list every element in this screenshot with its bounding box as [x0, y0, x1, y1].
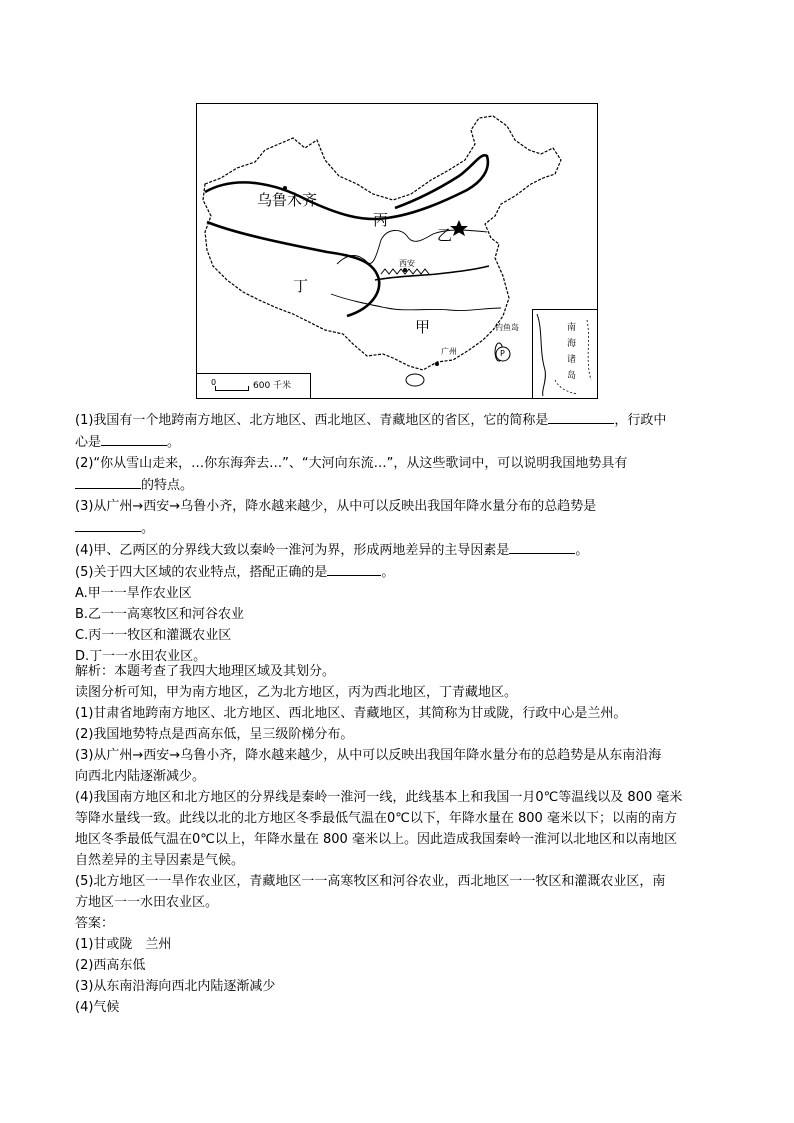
inset-char-1: 南	[567, 323, 577, 333]
analysis-line: 自然差异的主导因素是气候。	[75, 853, 245, 868]
answer-line: (2)西高东低	[75, 958, 146, 973]
analysis-line: 方地区一一水田农业区。	[75, 895, 219, 910]
label-diaoyu: 钓鱼岛	[495, 323, 519, 332]
q1-line-1	[75, 409, 725, 431]
q3-text-b: 。	[141, 521, 155, 536]
q4-text-a: (4)甲、乙两区的分界线大致以秦岭一淮河为界，形成两地差异的主导因素是	[75, 543, 510, 558]
scale-bar	[197, 373, 311, 398]
q5-blank[interactable]	[327, 561, 381, 576]
china-region-map	[196, 103, 598, 399]
q1-line-2	[75, 431, 725, 453]
qinling-huaihe-line	[375, 266, 489, 280]
inset-char-4: 岛	[567, 371, 577, 381]
q1-text-c: 心是	[75, 435, 102, 450]
question-block	[75, 409, 725, 667]
option-b: B.乙一一高寒牧区和河谷农业	[75, 607, 245, 622]
analysis-line: (3)从广州→西安→乌鲁小齐，降水越来越少，从中可以反映出我国年降水量分布的总趋势是从东南沿海	[75, 748, 662, 763]
beijing-star	[450, 220, 468, 236]
q2-text-b: 的特点。	[141, 478, 194, 493]
inset-drawing	[533, 310, 597, 398]
q1-text-d: 。	[167, 435, 181, 450]
label-region-yi: 乙	[437, 226, 453, 244]
q1-text-b: ，行政中	[614, 413, 667, 428]
inset-char-2: 海	[567, 339, 577, 349]
label-p-badge: P	[500, 349, 505, 358]
answer-line: (4)气候	[75, 1000, 120, 1015]
option-c: C.丙一一牧区和灌溉农业区	[75, 628, 232, 643]
xian-dot	[403, 268, 407, 272]
hainan-island	[406, 374, 424, 386]
scale-zero: 0	[211, 378, 217, 387]
label-region-ding: 丁	[293, 277, 309, 295]
label-region-bing: 丙	[373, 211, 389, 229]
analysis-line: (5)北方地区一一旱作农业区，青藏地区一一高寒牧区和河谷农业，西北地区一一牧区和灌溉农业区，南	[75, 874, 666, 889]
q1-blank-abbr[interactable]	[548, 409, 614, 424]
option-a: A.甲一一旱作农业区	[75, 586, 192, 601]
q1-text-a: (1)我国有一个地跨南方地区、北方地区、西北地区、青藏地区的省区，它的简称是	[75, 413, 549, 428]
label-xian: 西安	[399, 259, 415, 268]
answer-line: (1)甘或陇 兰州	[75, 937, 172, 952]
qinghai-tibet-boundary	[207, 222, 379, 316]
q2-line-2	[75, 474, 725, 496]
q4-line	[75, 539, 725, 561]
analysis-line: 向西北内陆逐渐减少。	[75, 769, 206, 784]
analysis-block	[75, 661, 725, 913]
q5-text-a: (5)关于四大区域的农业特点，搭配正确的是	[75, 565, 328, 580]
label-guangzhou: 广州	[441, 347, 457, 356]
inset-char-3: 诸	[567, 355, 577, 365]
analysis-line: (4)我国南方地区和北方地区的分界线是秦岭一淮河一线，此线基本上和我国一月0℃等温线以及 800 毫米	[75, 790, 683, 805]
analysis-line: (2)我国地势特点是西高东低，呈三级阶梯分布。	[75, 727, 354, 742]
q4-blank[interactable]	[509, 539, 575, 554]
analysis-line: 读图分析可知，甲为南方地区，乙为北方地区，丙为西北地区，丁青藏地区。	[75, 685, 518, 700]
q2-blank[interactable]	[75, 474, 141, 489]
q2-line-1	[75, 453, 725, 474]
analysis-line: 解析：本题考查了我四大地理区域及其划分。	[75, 664, 336, 679]
label-region-jia: 甲	[415, 318, 431, 336]
scale-line	[215, 386, 249, 391]
q3-blank[interactable]	[75, 517, 141, 532]
scale-distance: 600 千米	[253, 381, 292, 391]
south-china-sea-inset	[532, 309, 597, 398]
q5-text-b: 。	[381, 565, 395, 580]
q2-text-a: (2)“你从雪山走来，…你东海奔去…”、“大河向东流…”，从这些歌词中，可以说明我国地势具有	[75, 456, 628, 471]
label-urumqi: 乌鲁木齐	[257, 191, 318, 209]
guangzhou-dot	[435, 362, 439, 366]
analysis-line: (1)甘肃省地跨南方地区、北方地区、西北地区、青藏地区，其简称为甘或陇，行政中心是兰州。	[75, 706, 627, 721]
q3-line-2	[75, 517, 725, 539]
q5-line	[75, 561, 725, 583]
q4-text-b: 。	[575, 543, 589, 558]
q3-text-a: (3)从广州→西安→乌鲁小齐，降水越来越少，从中可以反映出我国年降水量分布的总趋势是	[75, 499, 597, 514]
yangtze-river	[331, 294, 501, 311]
answer-title: 答案：	[75, 916, 115, 931]
analysis-line: 地区冬季最低气温在0℃以上，年降水量在 800 毫米以上。因此造成我国秦岭一淮河以北地区和以南地区	[75, 832, 677, 847]
q1-blank-center[interactable]	[101, 431, 167, 446]
urumqi-dot	[283, 186, 287, 190]
answer-line: (3)从东南沿海向西北内陆逐渐减少	[75, 979, 276, 994]
option-d: D.丁一一水田农业区。	[75, 649, 207, 664]
q3-line-1	[75, 496, 725, 517]
analysis-line: 等降水量线一致。此线以北的北方地区冬季最低气温在0℃以下，年降水量在 800 毫米以下；以南的南方	[75, 811, 677, 826]
answer-block	[75, 913, 725, 1018]
